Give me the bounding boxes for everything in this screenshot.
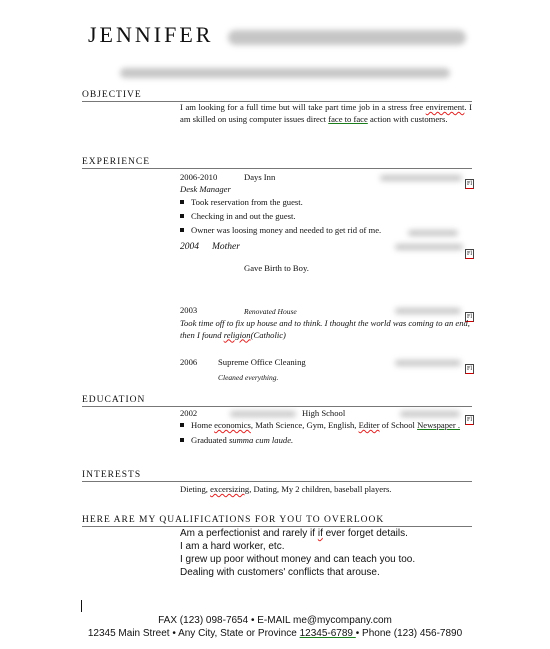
list-item: Graduated summa cum laude. (180, 435, 472, 447)
job2-dates: 2004 (180, 242, 199, 252)
education-rule (82, 406, 472, 407)
job2-detail: Gave Birth to Boy. (244, 263, 309, 273)
redacted-location (400, 411, 460, 417)
name-heading: JENNIFER (88, 22, 214, 47)
education-title: EDUCATION (82, 395, 146, 405)
footer-contact-line: FAX (123) 098-7654 • E-MAIL me@mycompany.com (158, 615, 392, 626)
qualification-line: I am a hard worker, etc. (180, 541, 285, 552)
qualifications-title: HERE ARE MY QUALIFICATIONS FOR YOU TO OVERLOOK (82, 515, 385, 525)
job3-dates: 2003 (180, 305, 198, 315)
list-item: Home economics, Math Science, Gym, English, Editer of School Newspaper . (180, 420, 472, 432)
job4-company: Supreme Office Cleaning (218, 357, 306, 367)
qualifications-list (180, 527, 415, 579)
redacted-text (408, 230, 458, 236)
redacted-location (380, 175, 462, 181)
job1-company: Days Inn (244, 172, 276, 182)
qualification-line: Dealing with customers' conflicts that arouse. (180, 567, 380, 578)
job4-dates: 2006 (180, 357, 198, 367)
list-item: Took reservation from the guest. (180, 197, 470, 211)
education-bullets (180, 420, 472, 446)
qualification-line: Am a perfectionist and rarely if if ever forget details. (180, 528, 408, 539)
redacted-address (120, 68, 450, 78)
qualification-line: I grew up poor without money and can teach you too. (180, 554, 416, 565)
experience-rule (82, 168, 472, 169)
redacted-school-name (230, 411, 296, 417)
footer-address-line: 12345 Main Street • Any City, State or Province 12345-6789 • Phone (123) 456-7890 (87, 628, 463, 639)
objective-title: OBJECTIVE (82, 90, 142, 100)
location-marker-icon: Fl (466, 251, 472, 257)
redacted-location (395, 244, 463, 250)
job4-detail: Cleaned everything. (218, 373, 279, 382)
location-marker-icon: Fl (466, 417, 472, 423)
redacted-location (395, 360, 461, 366)
interests-text: Dieting, excersizing, Dating, My 2 children, baseball players. (180, 484, 392, 494)
job1-role: Desk Manager (180, 184, 231, 194)
experience-title: EXPERIENCE (82, 157, 151, 167)
objective-text: I am looking for a full time but will take part time job in a stress free envirement. I am skilled on using computer issues direct face to face action with customers. (180, 102, 472, 124)
job3-company: Renovated House (244, 307, 297, 316)
job2-company: Mother (212, 242, 240, 252)
job1-dates: 2006-2010 (180, 172, 218, 182)
redacted-location (395, 308, 461, 314)
interests-rule (82, 481, 472, 482)
location-marker-icon: Fl (466, 181, 472, 187)
interests-title: INTERESTS (82, 470, 142, 480)
list-item: Owner was loosing money and needed to get rid of me. (180, 225, 470, 239)
redacted-surname (228, 30, 466, 45)
location-marker-icon: Fl (466, 366, 472, 372)
list-item: Checking in and out the guest. (180, 211, 470, 225)
job3-detail: Took time off to fix up house and to think. I thought the world was coming to an end, then I found religion(Catholic) (180, 318, 470, 340)
location-marker-icon: Fl (466, 314, 472, 320)
education-year: 2002 (180, 408, 198, 418)
text-cursor (81, 600, 82, 612)
education-school: High School (302, 408, 346, 418)
